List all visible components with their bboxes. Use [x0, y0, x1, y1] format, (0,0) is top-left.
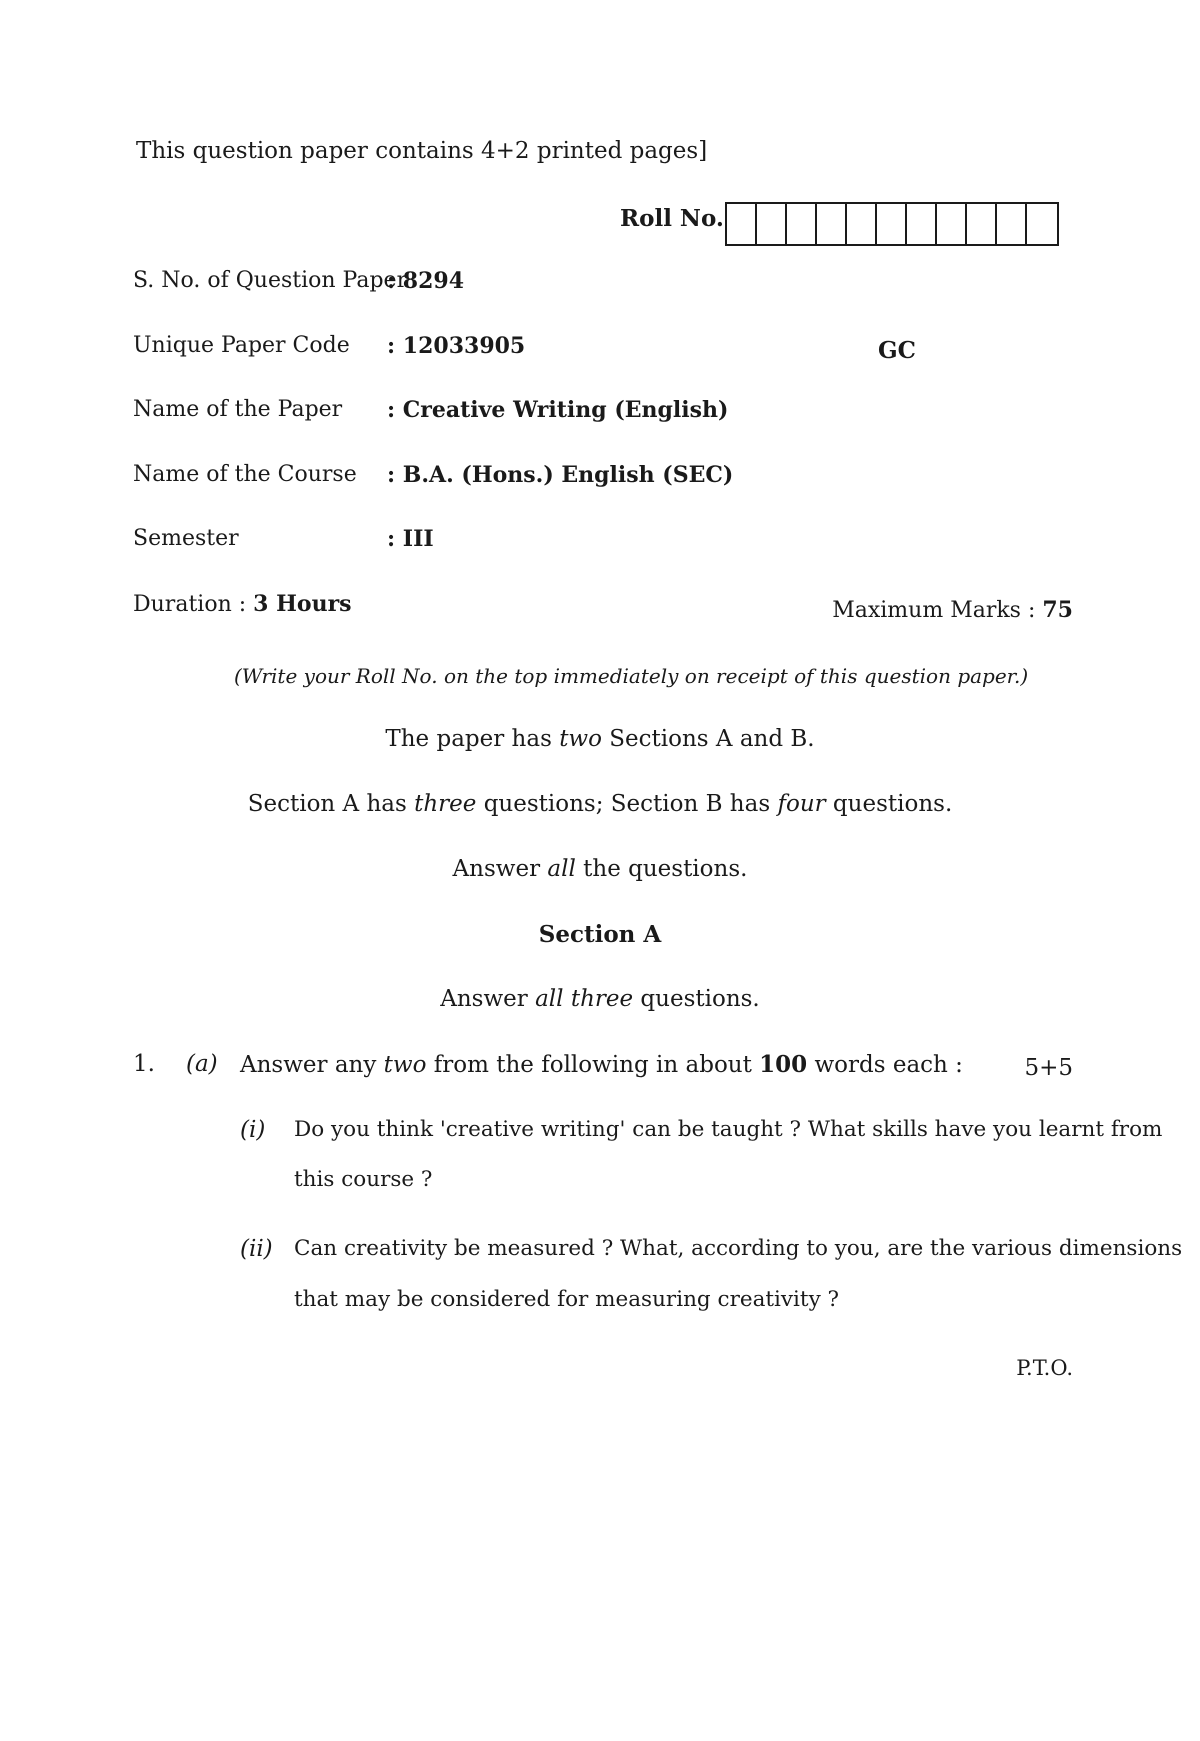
question-number: 1.: [133, 1051, 155, 1077]
roll-no-box[interactable]: [847, 204, 877, 244]
roll-no-box[interactable]: [787, 204, 817, 244]
roll-no-box[interactable]: [907, 204, 937, 244]
sub-question-text-cont: that may be considered for measuring creativity ?: [294, 1287, 840, 1312]
question-text: Answer any two from the following in about 100 words each :: [240, 1051, 963, 1078]
roll-no-box[interactable]: [967, 204, 997, 244]
gc-code: GC: [878, 337, 916, 364]
sub-question-number: (ii): [240, 1236, 273, 1262]
info-label-course: Name of the Course: [133, 462, 357, 487]
roll-no-box[interactable]: [817, 204, 847, 244]
info-label-semester: Semester: [133, 526, 239, 551]
roll-no-box[interactable]: [877, 204, 907, 244]
question-marks: 5+5: [1024, 1055, 1073, 1081]
section-a-title: Section A: [538, 921, 662, 948]
roll-no-box[interactable]: [1027, 204, 1057, 244]
roll-no-label: Roll No.: [620, 205, 724, 232]
sub-question-text: Can creativity be measured ? What, according to you, are the various dimensions: [294, 1236, 1183, 1261]
pto-marker: P.T.O.: [1016, 1356, 1073, 1380]
sub-question-text: Do you think 'creative writing' can be taught ? What skills have you learnt from: [294, 1117, 1163, 1142]
roll-no-box[interactable]: [727, 204, 757, 244]
general-line-2: Section A has three questions; Section B has four questions.: [247, 791, 953, 817]
sub-question-number: (i): [240, 1117, 266, 1143]
info-label-sno: S. No. of Question Paper: [133, 268, 408, 293]
sub-question-text-cont: this course ?: [294, 1167, 433, 1192]
info-value-course: : B.A. (Hons.) English (SEC): [387, 462, 734, 488]
info-label-upc: Unique Paper Code: [133, 333, 350, 358]
roll-no-box[interactable]: [937, 204, 967, 244]
question-part: (a): [186, 1051, 218, 1077]
maximum-marks: Maximum Marks : 75: [832, 597, 1073, 623]
roll-instruction: (Write your Roll No. on the top immediately on receipt of this question paper.): [234, 664, 1029, 688]
roll-no-box[interactable]: [757, 204, 787, 244]
info-value-paper: : Creative Writing (English): [387, 397, 729, 423]
general-line-3: Answer all the questions.: [452, 856, 748, 882]
roll-no-box[interactable]: [997, 204, 1027, 244]
info-value-upc: : 12033905: [387, 333, 526, 359]
duration: Duration : 3 Hours: [133, 591, 352, 617]
pages-note: This question paper contains 4+2 printed pages]: [136, 138, 708, 164]
section-a-instruction: Answer all three questions.: [440, 986, 760, 1012]
info-value-sno: : 8294: [387, 268, 465, 294]
info-label-paper: Name of the Paper: [133, 397, 343, 422]
info-value-semester: : III: [387, 526, 434, 552]
roll-no-boxes[interactable]: [725, 202, 1059, 246]
general-line-1: The paper has two Sections A and B.: [385, 726, 815, 752]
